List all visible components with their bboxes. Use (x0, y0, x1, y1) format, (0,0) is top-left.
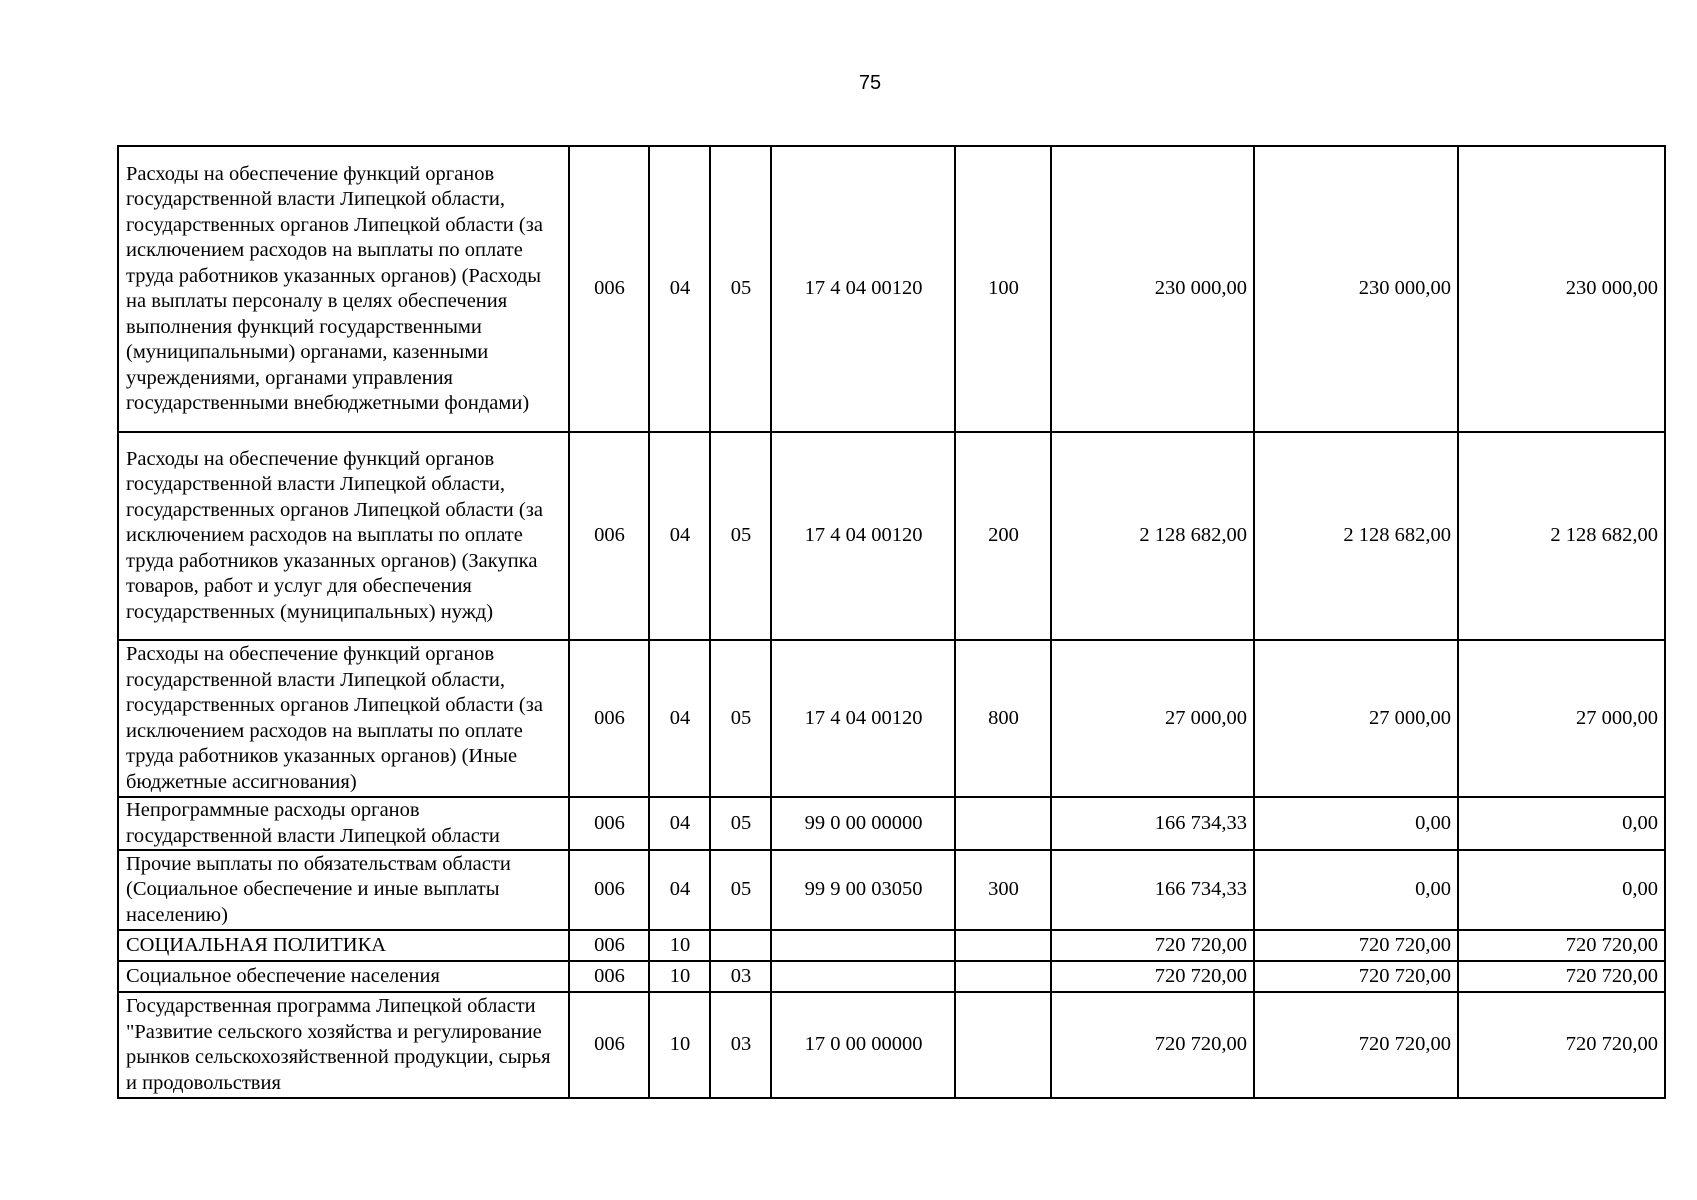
ministry-code-cell: 006 (569, 797, 649, 850)
table-row (118, 992, 1665, 1098)
sum-1-cell: 27 000,00 (1051, 640, 1254, 797)
expense-type-cell: 200 (955, 432, 1051, 640)
table-row (118, 432, 1665, 640)
sum-3-cell: 0,00 (1458, 797, 1665, 850)
sum-2-cell: 0,00 (1254, 850, 1458, 930)
sum-2-cell: 27 000,00 (1254, 640, 1458, 797)
target-article-cell (771, 930, 955, 961)
expense-name-cell: Непрограммные расходы органов государственной власти Липецкой области (118, 797, 569, 850)
target-article-cell (771, 961, 955, 992)
expense-type-cell (955, 992, 1051, 1098)
subsection-code-cell (710, 930, 771, 961)
table-row (118, 640, 1665, 797)
subsection-code-cell: 05 (710, 850, 771, 930)
section-code-cell: 10 (649, 992, 710, 1098)
sum-3-cell: 230 000,00 (1458, 146, 1665, 432)
expense-name-cell: Социальное обеспечение населения (118, 961, 569, 992)
expense-type-cell (955, 930, 1051, 961)
ministry-code-cell: 006 (569, 850, 649, 930)
subsection-code-cell: 05 (710, 640, 771, 797)
table-row (118, 930, 1665, 961)
sum-1-cell: 166 734,33 (1051, 797, 1254, 850)
expense-name-cell: Расходы на обеспечение функций органов государственной власти Липецкой области, государственных органов Липецкой области (за исключением расходов на выплаты по оплате труда работников указанных органов) (Закупка товаров, работ и услуг для обеспечения государственных (муниципальных) нужд) (118, 432, 569, 640)
ministry-code-cell: 006 (569, 961, 649, 992)
subsection-code-cell: 05 (710, 432, 771, 640)
subsection-code-cell: 03 (710, 992, 771, 1098)
expense-type-cell (955, 961, 1051, 992)
ministry-code-cell: 006 (569, 930, 649, 961)
expense-name-cell: Государственная программа Липецкой области "Развитие сельского хозяйства и регулирование рынков сельскохозяйственной продукции, сырья и продовольствия (118, 992, 569, 1098)
sum-3-cell: 720 720,00 (1458, 961, 1665, 992)
sum-1-cell: 720 720,00 (1051, 992, 1254, 1098)
section-code-cell: 04 (649, 850, 710, 930)
sum-3-cell: 720 720,00 (1458, 992, 1665, 1098)
target-article-cell: 17 4 04 00120 (771, 432, 955, 640)
expense-type-cell: 100 (955, 146, 1051, 432)
target-article-cell: 99 9 00 03050 (771, 850, 955, 930)
sum-2-cell: 230 000,00 (1254, 146, 1458, 432)
sum-3-cell: 2 128 682,00 (1458, 432, 1665, 640)
sum-1-cell: 230 000,00 (1051, 146, 1254, 432)
subsection-code-cell: 05 (710, 146, 771, 432)
expense-name-cell: Прочие выплаты по обязательствам области (Социальное обеспечение и иные выплаты населению) (118, 850, 569, 930)
section-code-cell: 10 (649, 930, 710, 961)
target-article-cell: 17 4 04 00120 (771, 146, 955, 432)
page-number: 75 (858, 72, 882, 94)
section-code-cell: 04 (649, 797, 710, 850)
sum-1-cell: 2 128 682,00 (1051, 432, 1254, 640)
sum-3-cell: 0,00 (1458, 850, 1665, 930)
subsection-code-cell: 05 (710, 797, 771, 850)
sum-2-cell: 720 720,00 (1254, 930, 1458, 961)
budget-table (117, 145, 1666, 1099)
target-article-cell: 99 0 00 00000 (771, 797, 955, 850)
table-row (118, 961, 1665, 992)
section-code-cell: 10 (649, 961, 710, 992)
section-code-cell: 04 (649, 146, 710, 432)
sum-3-cell: 27 000,00 (1458, 640, 1665, 797)
expense-type-cell: 800 (955, 640, 1051, 797)
target-article-cell: 17 0 00 00000 (771, 992, 955, 1098)
sum-2-cell: 2 128 682,00 (1254, 432, 1458, 640)
ministry-code-cell: 006 (569, 146, 649, 432)
table-row (118, 146, 1665, 432)
section-code-cell: 04 (649, 640, 710, 797)
sum-3-cell: 720 720,00 (1458, 930, 1665, 961)
expense-name-cell: СОЦИАЛЬНАЯ ПОЛИТИКА (118, 930, 569, 961)
ministry-code-cell: 006 (569, 640, 649, 797)
expense-type-cell (955, 797, 1051, 850)
sum-2-cell: 720 720,00 (1254, 961, 1458, 992)
sum-2-cell: 720 720,00 (1254, 992, 1458, 1098)
section-code-cell: 04 (649, 432, 710, 640)
sum-2-cell: 0,00 (1254, 797, 1458, 850)
sum-1-cell: 166 734,33 (1051, 850, 1254, 930)
expense-name-cell: Расходы на обеспечение функций органов государственной власти Липецкой области, государственных органов Липецкой области (за исключением расходов на выплаты по оплате труда работников указанных органов) (Иные бюджетные ассигнования) (118, 640, 569, 797)
expense-name-cell: Расходы на обеспечение функций органов государственной власти Липецкой области, государственных органов Липецкой области (за исключением расходов на выплаты по оплате труда работников указанных органов) (Расходы на выплаты персоналу в целях обеспечения выполнения функций государственными (муниципальными) органами, казенными учреждениями, органами управления государственными внебюджетными фондами) (118, 146, 569, 432)
sum-1-cell: 720 720,00 (1051, 930, 1254, 961)
table-row (118, 797, 1665, 850)
sum-1-cell: 720 720,00 (1051, 961, 1254, 992)
target-article-cell: 17 4 04 00120 (771, 640, 955, 797)
table-row (118, 850, 1665, 930)
subsection-code-cell: 03 (710, 961, 771, 992)
ministry-code-cell: 006 (569, 992, 649, 1098)
ministry-code-cell: 006 (569, 432, 649, 640)
expense-type-cell: 300 (955, 850, 1051, 930)
